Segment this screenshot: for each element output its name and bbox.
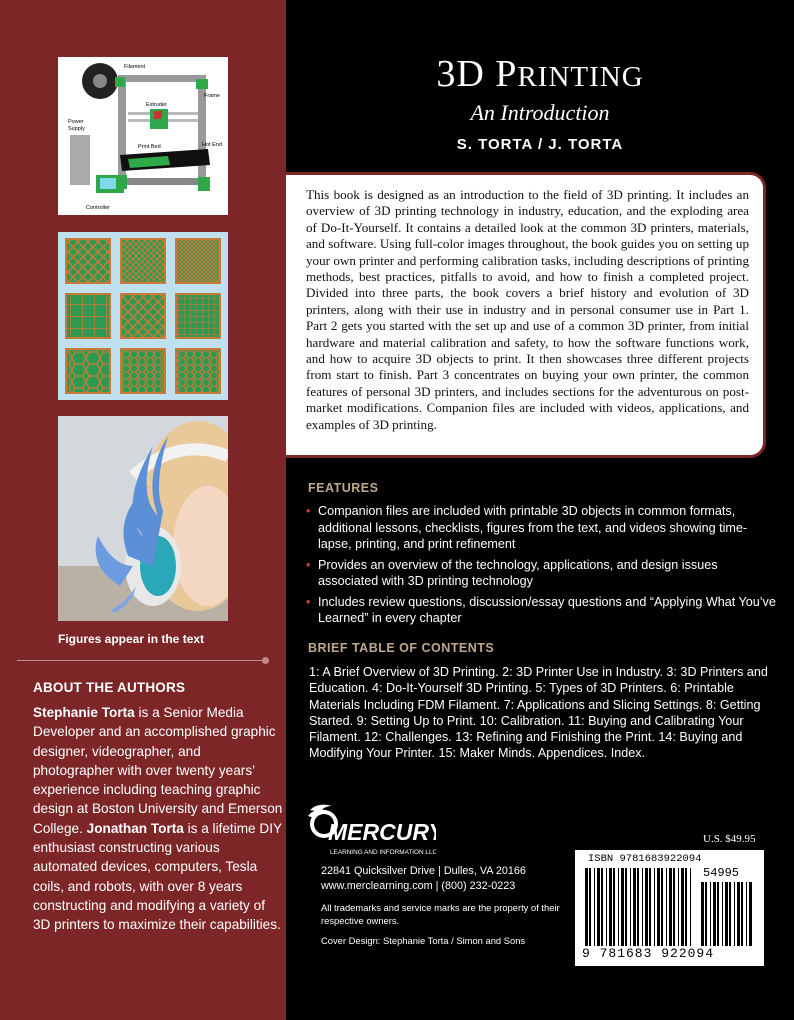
barcode-bar [701,882,704,946]
publisher-address: 22841 Quicksilver Drive | Dulles, VA 20166 [321,865,526,877]
toc-text: 1: A Brief Overview of 3D Printing. 2: 3D Printer Use in Industry. 3: 3D Printers and Education. 4: Do-It-Yourself 3D Printing. 5: Types of 3D Printers. 6: Printable Materials Including FDM Filament. 7: Applications and Slicing Settings. 8: Getting Started. 9: Setting Up to Print. 10: Calibration. 11: Buying and Calibrating Your Filament. 12: Challenges. 13: Refining and Finishing the Print. 14: Buying and Modifying Your Printer. 15: Maker Minds. Appendices. Index. [309,665,768,761]
barcode-bar [597,868,600,946]
barcode-bar [681,868,684,946]
label-filament: Filament [124,64,146,70]
barcode-bar [606,868,607,946]
figure-caption: Figures appear in the text [58,632,205,646]
barcode-bar [746,882,747,946]
barcode-bar [661,868,663,946]
label-supply: Supply [68,126,85,132]
barcode-bar [630,868,631,946]
label-extruder: Extruder [146,102,167,108]
printer-diagram-figure [58,57,228,215]
features-list [306,503,776,631]
features-heading: FEATURES [308,481,379,495]
headphones-photo-illustration [58,416,228,621]
about-authors-heading: ABOUT THE AUTHORS [33,680,186,695]
barcode-bar [645,868,648,946]
feature-item: • Provides an overview of the technology, applications, and design issues associated with 3D printing technology [306,557,718,588]
barcode-bar [649,868,651,946]
author2-name: Jonathan Torta [86,820,184,836]
description-box [286,172,766,458]
cover-design-credit: Cover Design: Stephanie Torta / Simon and Sons [321,935,526,946]
bullet-icon: • [306,504,311,518]
barcode-bar [666,868,667,946]
feature-item: • Companion files are included with printable 3D objects in common formats, additional lessons, checklists, figures from the text, and videos showing time-lapse, printing, and print refinement [306,504,748,551]
barcode-bar [741,882,743,946]
about-authors-text [33,703,283,935]
bullet-icon: • [306,557,311,572]
barcode-bar [729,882,731,946]
barcode-bar [585,868,588,946]
trademark-notice: All trademarks and service marks are the property of their respective owners. [321,902,560,926]
isbn-text: ISBN 9781683922094 [588,853,702,865]
barcode-bar [725,882,728,946]
book-title [286,52,794,96]
barcode-bar [654,868,655,946]
barcode-bar [609,868,612,946]
publisher-info [321,864,526,894]
feature-item: • Includes review questions, discussion/essay questions and “Applying What You’ve Learned” in every chapter [306,594,776,625]
barcode-bar [717,882,719,946]
barcode-bar [705,882,707,946]
toc-heading: BRIEF TABLE OF CONTENTS [308,641,495,655]
infill-patterns-figure [58,232,228,400]
barcode-bar [737,882,740,946]
section-divider [17,660,265,661]
infill-patterns-illustration [58,232,228,400]
headphones-photo-figure [58,416,228,621]
title-small-caps: RINTING [517,61,644,93]
logo-wordmark: MERCURY [328,819,436,845]
price-code: 54995 [703,866,740,880]
barcode-bar [685,868,687,946]
logo-subtitle: LEARNING AND INFORMATION LLC [330,849,436,856]
barcode-bar [749,882,752,946]
left-panel [0,0,286,1020]
price-label: U.S. $49.95 [703,833,756,845]
barcode-bar [594,868,595,946]
printer-diagram-illustration [58,57,228,215]
barcode-bar [621,868,624,946]
barcode-bar [722,882,723,946]
barcode-bar [633,868,636,946]
divider-dot [262,657,269,664]
barcode-number: 9 781683 922094 [582,946,715,961]
barcode-bar [690,868,691,946]
barcode-bar [669,868,672,946]
barcode-bar [618,868,619,946]
barcode-bar [734,882,735,946]
book-subtitle: An Introduction [470,100,610,125]
publisher-logo [306,800,436,862]
label-power: Power [68,119,84,125]
label-hot-end: Hot End [202,142,222,148]
author1-name: Stephanie Torta [33,705,135,720]
bullet-icon: • [306,594,311,609]
barcode-bar [710,882,711,946]
barcode-bar [601,868,603,946]
barcode-bar [713,882,716,946]
barcode-bar [613,868,615,946]
author1-bio: is a Senior Media Developer and an accomplished graphic designer, videographer, and photographer with over twenty years’ experience including teaching graphic design at Boston University and Emerson College. [33,705,283,836]
title-cap: 3D P [436,53,518,95]
author2-bio: is a lifetime DIY enthusiast constructing various automated devices, computers, Tesla coils, and robots, with over 8 years constructing and modifying a variety of 3D printers to maximize their capabilities. [33,820,282,933]
label-controller: Controller [86,205,110,211]
barcode-bar [625,868,627,946]
barcode-bar [657,868,660,946]
barcode-bar [589,868,591,946]
publisher-contact: www.merclearning.com | (800) 232-0223 [321,880,516,892]
label-print-bed: Print Bed [138,144,161,150]
mercury-logo-icon [306,800,436,862]
barcode-bar [673,868,675,946]
label-frame: Frame [204,93,220,99]
barcode-bar [678,868,679,946]
barcode-bar [637,868,639,946]
description-text: This book is designed as an introduction to the field of 3D printing. It includes an overview of 3D printing technology in industry, education, and the exploding area of Do-It-Yourself. It contains a detailed look at the common 3D printers, materials, and software. Using full-color images throughout, the book guides you on setting up your own printer and performing calibration tasks, including descriptions of printing methods, best practices, pitfalls to avoid, and how to finish a completed project. Divided into three parts, the book covers a brief history and evolution of 3D printers, along with their use in industry and in personal consumer use in Part 1. Part 2 gets you started with the set up and use of a common 3D printer, from initial hardware and material calibration and safety, to how the software functions work, and how to acquire 3D objects to print. It then showcases three different projects from start to finish. Part 3 concentrates on buying your own printer, the common features of personal 3D printers, and includes sections for the adventurous on post-market modifications. Companion files are included with videos, applications, and examples of 3D printing. [306,187,749,432]
barcode-bar [642,868,643,946]
book-authors: S. TORTA / J. TORTA [456,136,624,153]
